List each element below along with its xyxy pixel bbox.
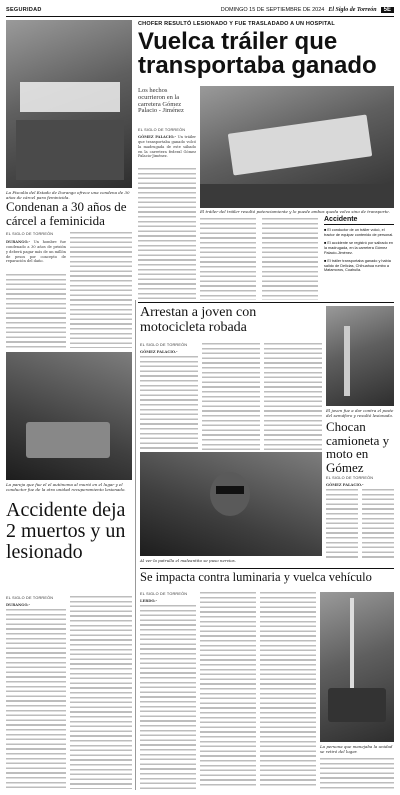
trailer-col1-text <box>138 168 196 300</box>
caption-trailer-photo: El tráiler del tráiler resultó potenciamiente y lo puede ambos queda volvo sino de transporte. <box>200 209 390 214</box>
chocan-dateline <box>326 483 394 488</box>
luminaria-col3-text <box>260 592 316 789</box>
building-facade <box>16 120 124 180</box>
arrestan-headline: Arrestan a joven con motocicleta robada <box>140 305 257 335</box>
feminicida-lead <box>6 240 66 264</box>
trailer-col2-text <box>200 218 256 300</box>
luminaria-col2-text <box>200 592 256 789</box>
accidente-item-2: ■ El accidente se registró por salirado en la madrugada, en la carretera Gómez Palacio-Jiménez. <box>324 241 394 256</box>
trailer-lead <box>138 135 196 159</box>
trailer-deck: Los hechos ocurrieron en la carretera Gómez Palacio - Jiménez <box>138 87 184 115</box>
feminicida-lead-text: Un hombre fue condenado a 30 años de prisión y deberá pagar más de un millón de pesos por concepto de reparación del daño. <box>6 240 66 264</box>
overturned-trailer <box>228 114 372 175</box>
muertos-dateline <box>6 603 66 608</box>
caption-chocan-photo: El joven fue a dar contra el poste del semáforo y resultó lesionado. <box>326 408 394 418</box>
chocan-col1-text <box>326 489 358 559</box>
feminicida-dateline: DURANGO.- <box>6 240 31 244</box>
section-name: SEGURIDAD <box>6 6 42 13</box>
muertos-byline: EL SIGLO DE TORREÓN <box>6 596 54 600</box>
trailer-byline: EL SIGLO DE TORREÓN <box>138 128 186 132</box>
section-rule-2 <box>140 568 394 569</box>
newspaper-brand: El Siglo de Torreón <box>328 6 377 13</box>
photo-accidente-muertos <box>6 352 132 480</box>
luminaria-col1-text <box>140 605 196 789</box>
chocan-col2-text <box>362 489 394 559</box>
feminicida-byline: EL SIGLO DE TORREÓN <box>6 232 54 236</box>
arrestan-col2-text <box>202 343 260 451</box>
photo-trailer <box>200 86 394 208</box>
overturned-vehicle <box>328 688 386 722</box>
trailer-kicker: CHOFER RESULTÓ LESIONADO Y FUE TRASLADADO A UN HOSPITAL <box>138 21 335 27</box>
feminicida-col2-text <box>70 232 132 348</box>
caption-muertos-photo: La pareja que fue el el autónoma al murió en el lugar y el conductor fue de la otra unidad recuperamiento lesionado. <box>6 482 126 492</box>
caption-feminicida-photo: La Fiscalía del Estado de Durango ofrece una condena de 30 años de cárcel para feminicida. <box>6 190 130 200</box>
column-rule <box>135 300 136 790</box>
muertos-headline: Accidente deja 2 muertos y un lesionado <box>6 499 126 563</box>
photo-feminicida <box>6 20 132 188</box>
luminaria-dateline-text: LERDO.- <box>140 599 158 603</box>
arrestan-col1-text <box>140 356 198 452</box>
trailer-lead-text: Un tráiler que transportaba ganado volcó la madrugada de este sábado en la carretera federal Gómez Palacio-Jiménez. <box>138 135 196 159</box>
chocan-byline: EL SIGLO DE TORREÓN <box>326 476 374 480</box>
issue-date: DOMINGO 15 DE SEPTIEMBRE DE 2024 <box>220 6 325 13</box>
arrestan-dateline-text: GÓMEZ PALACIO.- <box>140 350 178 354</box>
caption-luminaria-photo: La persona que manejaba la unidad se retiró del lugar. <box>320 744 393 754</box>
photo-detenido <box>140 452 322 556</box>
accidente-item-1: ■ El conductor de un tráiler volcó, el tractor de equipar contenido de personal. <box>324 228 394 238</box>
fiscalia-sign <box>20 82 120 112</box>
face-blur-bar <box>216 486 244 494</box>
page-header <box>6 4 394 15</box>
luminaria-col4-text <box>320 758 394 789</box>
arrestan-col3-text <box>264 343 322 451</box>
accidente-box <box>324 216 394 273</box>
caption-detenido-photo: Al ver la patrulla el maleantito se puso nervios. <box>140 558 237 563</box>
feminicida-col1-text <box>6 274 66 348</box>
street-light-pole <box>350 598 354 688</box>
luminaria-dateline <box>140 599 196 604</box>
chocan-dateline-text: GÓMEZ PALACIO.- <box>326 483 364 487</box>
road-area <box>200 184 394 208</box>
trailer-headline: Vuelca tráiler que transportaba ganado <box>138 28 377 79</box>
traffic-pole <box>344 326 350 396</box>
trailer-col3-text <box>262 218 318 300</box>
luminaria-byline: EL SIGLO DE TORREÓN <box>140 592 188 596</box>
muertos-col1-text <box>6 609 66 789</box>
muertos-col2-text <box>70 596 132 789</box>
photo-luminaria <box>320 592 394 742</box>
feminicida-headline: Condenan a 30 años de cárcel a feminicida <box>6 199 127 228</box>
detainee-figure <box>210 472 250 516</box>
arrestan-byline: EL SIGLO DE TORREÓN <box>140 343 188 347</box>
luminaria-headline: Se impacta contra luminaria y vuelca vehículo <box>140 570 372 584</box>
accidente-box-title: Accidente <box>324 216 394 225</box>
section-rule-1 <box>138 302 394 303</box>
trailer-dateline: GÓMEZ PALACIO.- <box>138 135 176 139</box>
arrestan-dateline <box>140 350 198 355</box>
page-number: 5E <box>381 7 394 13</box>
header-rule <box>6 16 394 17</box>
accidente-item-3: ■ El tráiler transportaba ganado y había salido de Delicias, Chihuahua rumbo a Matamoros, Coahuila. <box>324 259 394 274</box>
wrecked-vehicle <box>26 422 110 458</box>
photo-moto-chocan <box>326 306 394 406</box>
muertos-dateline-text: DURANGO.- <box>6 603 31 607</box>
chocan-headline: Chocan camioneta y moto en Gómez <box>326 419 390 475</box>
